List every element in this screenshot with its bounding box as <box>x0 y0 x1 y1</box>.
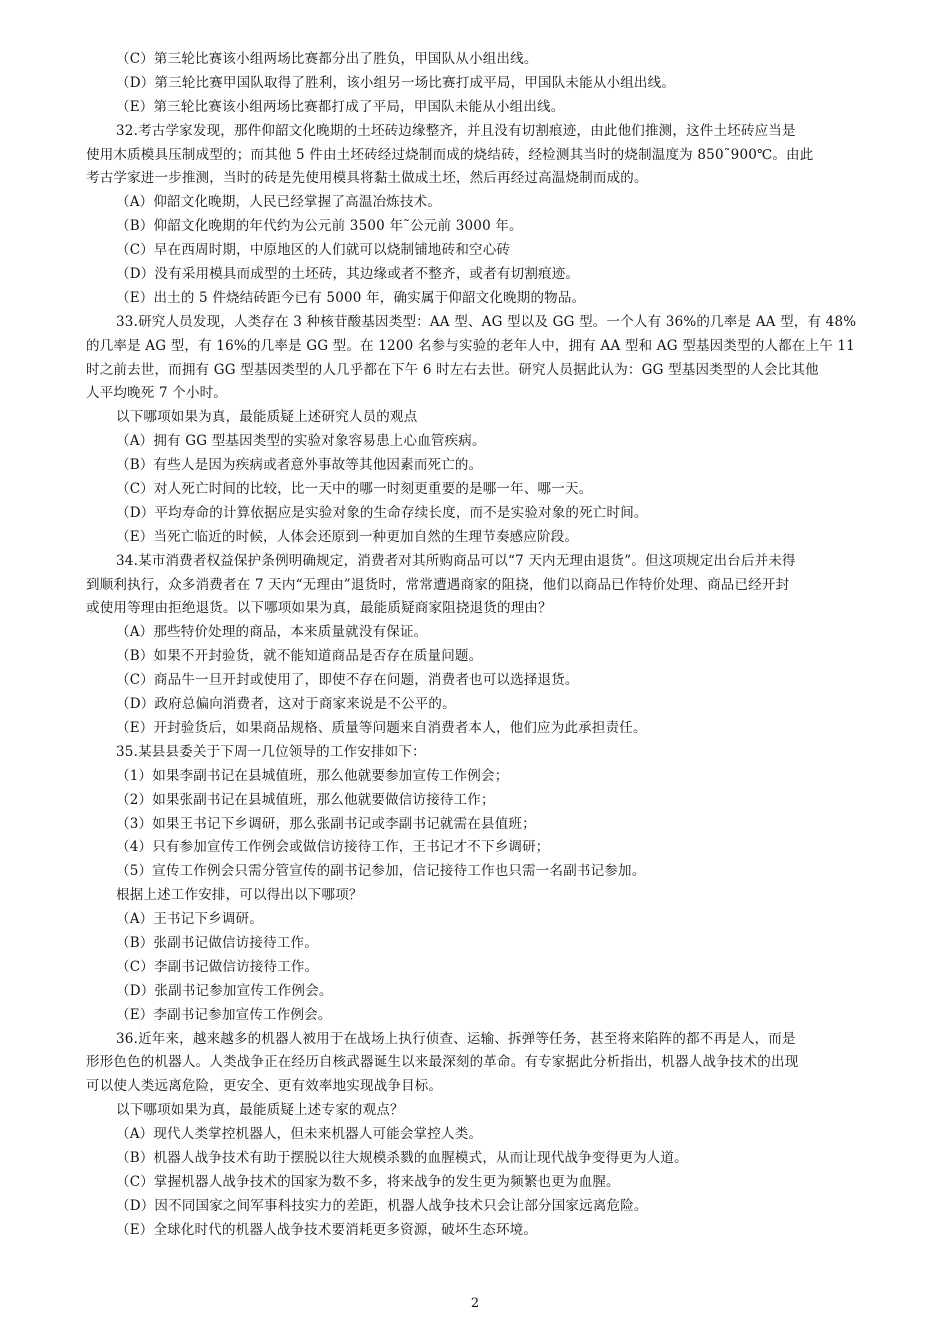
q33-stem-line: 人平均晚死 7 个小时。 <box>86 385 228 402</box>
q32-stem-line: 使用木质模具压制成型的；而其他 5 件由土坯砖经过烧制而成的烧结砖，经检测其当时的烧制温度为 850˜900℃。由此 <box>86 146 814 163</box>
q31-option-d: （D）第三轮比赛甲国队取得了胜利，该小组另一场比赛打成平局，甲国队未能从小组出线。 <box>116 74 676 91</box>
q36-stem-line: 可以使人类远离危险，更安全、更有效率地实现战争目标。 <box>86 1078 443 1095</box>
q35-condition-1: （1）如果李副书记在县城值班，那么他就要参加宣传工作例会； <box>116 767 509 784</box>
q36-option-e: （E）全球化时代的机器人战争技术要消耗更多资源，破坏生态环境。 <box>116 1221 538 1238</box>
q32-option-d: （D）没有采用模具而成型的土坯砖，其边缘或者不整齐，或者有切割痕迹。 <box>116 266 580 283</box>
q33-stem-line: 33.研究人员发现，人类存在 3 种核苷酸基因类型：AA 型、AG 型以及 GG 型。一个人有 36%的几率是 AA 型，有 48% <box>116 313 857 330</box>
q33-option-c: （C）对人死亡时间的比较，比一天中的哪一时刻更重要的是哪一年、哪一天。 <box>116 481 593 498</box>
q36-option-c: （C）掌握机器人战争技术的国家为数不多，将来战争的发生更为频繁也更为血腥。 <box>116 1173 620 1190</box>
q36-question: 以下哪项如果为真，最能质疑上述专家的观点？ <box>116 1102 404 1119</box>
q34-stem-line: 或使用等理由拒绝退货。以下哪项如果为真，最能质疑商家阻挠退货的理由？ <box>86 600 552 617</box>
q34-option-a: （A）那些特价处理的商品，本来质量就没有保证。 <box>116 624 428 641</box>
q34-stem-line: 到顺利执行，众多消费者在 7 天内“无理由”退货时，常常遭遇商家的阻挠，他们以商品已作特价处理、商品已经开封 <box>86 576 790 593</box>
q33-option-e: （E）当死亡临近的时候，人体会还原到一种更加自然的生理节奏感应阶段。 <box>116 528 579 545</box>
q35-condition-3: （3）如果王书记下乡调研，那么张副书记或李副书记就需在县值班； <box>116 815 536 832</box>
page-content <box>86 48 904 1243</box>
q32-stem-line: 32.考古学家发现，那件仰韶文化晚期的土坯砖边缘整齐，并且没有切割痕迹，由此他们推测，这件土坯砖应当是 <box>116 122 796 139</box>
q34-option-b: （B）如果不开封验货，就不能知道商品是否存在质量问题。 <box>116 648 483 665</box>
q31-option-c: （C）第三轮比赛该小组两场比赛都分出了胜负，甲国队从小组出线。 <box>116 51 538 67</box>
q32-option-b: （B）仰韶文化晚期的年代约为公元前 3500 年˜公元前 3000 年。 <box>116 218 523 235</box>
q36-option-a: （A）现代人类掌控机器人，但未来机器人可能会掌控人类。 <box>116 1126 483 1143</box>
page-number: 2 <box>470 1296 480 1311</box>
q34-option-c: （C）商品牛一旦开封或使用了，即使不存在问题，消费者也可以选择退货。 <box>116 672 579 689</box>
q32-option-a: （A）仰韶文化晚期，人民已经掌握了高温冶炼技术。 <box>116 194 442 211</box>
q35-condition-5: （5）宣传工作例会只需分管宣传的副书记参加，信记接待工作也只需一名副书记参加。 <box>116 863 646 880</box>
q36-stem-line: 形形色色的机器人。人类战争正在经历自核武器诞生以来最深刻的革命。有专家据此分析指出，机器人战争技术的出现 <box>86 1054 799 1071</box>
q34-option-d: （D）政府总偏向消费者，这对于商家来说是不公平的。 <box>116 696 456 713</box>
q32-option-e: （E）出土的 5 件烧结砖距今已有 5000 年，确实属于仰韶文化晚期的物品。 <box>116 289 586 306</box>
q33-option-a: （A）拥有 GG 型基因类型的实验对象容易患上心血管疾病。 <box>116 433 486 450</box>
q32-option-c: （C）早在西周时期，中原地区的人们就可以烧制铺地砖和空心砖 <box>116 242 511 259</box>
q34-option-e: （E）开封验货后，如果商品规格、质量等问题来自消费者本人，他们应为此承担责任。 <box>116 719 647 736</box>
q35-question: 根据上述工作安排，可以得出以下哪项？ <box>116 887 363 904</box>
q35-condition-4: （4）只有参加宣传工作例会或做信访接待工作，王书记才不下乡调研； <box>116 839 550 856</box>
q32-stem-line: 考古学家进一步推测，当时的砖是先使用模具将黏土做成土坯，然后再经过高温烧制而成的。 <box>86 170 648 187</box>
q34-stem-line: 34.某市消费者权益保护条例明确规定，消费者对其所购商品可以“7 天内无理由退货”。但这项规定出台后并未得 <box>116 552 796 569</box>
q36-option-b: （B）机器人战争技术有助于摆脱以往大规模杀戮的血腥模式，从而让现代战争变得更为人道。 <box>116 1149 688 1166</box>
q31-option-e: （E）第三轮比赛该小组两场比赛都打成了平局，甲国队未能从小组出线。 <box>116 98 565 115</box>
q35-option-e: （E）李副书记参加宣传工作例会。 <box>116 1006 332 1023</box>
q33-question: 以下哪项如果为真，最能质疑上述研究人员的观点 <box>116 409 418 426</box>
q33-option-b: （B）有些人是因为疾病或者意外事故等其他因素而死亡的。 <box>116 457 483 474</box>
q36-option-d: （D）因不同国家之间军事科技实力的差距，机器人战争技术只会让部分国家远离危险。 <box>116 1197 648 1214</box>
q35-option-c: （C）李副书记做信访接待工作。 <box>116 958 319 975</box>
q35-option-b: （B）张副书记做信访接待工作。 <box>116 934 318 951</box>
q36-stem-line: 36.近年来，越来越多的机器人被用于在战场上执行侦查、运输、拆弹等任务，甚至将来陷阵的都不再是人，而是 <box>116 1030 796 1047</box>
q33-stem-line: 的几率是 AG 型，有 16%的几率是 GG 型。在 1200 名参与实验的老年人中，拥有 AA 型和 AG 型基因类型的人都在上午 11 <box>86 337 855 354</box>
q33-option-d: （D）平均寿命的计算依据应是实验对象的生命存续长度，而不是实验对象的死亡时间。 <box>116 504 648 521</box>
q35-stem-line: 35.某县县委关于下周一几位领导的工作安排如下： <box>116 743 426 760</box>
q33-stem-line: 时之前去世，而拥有 GG 型基因类型的人几乎都在下午 6 时左右去世。研究人员据此认为：GG 型基因类型的人会比其他 <box>86 361 819 378</box>
q35-option-d: （D）张副书记参加宣传工作例会。 <box>116 982 333 999</box>
q35-option-a: （A）王书记下乡调研。 <box>116 911 263 928</box>
q35-condition-2: （2）如果张副书记在县城值班，那么他就要做信访接待工作； <box>116 791 495 808</box>
